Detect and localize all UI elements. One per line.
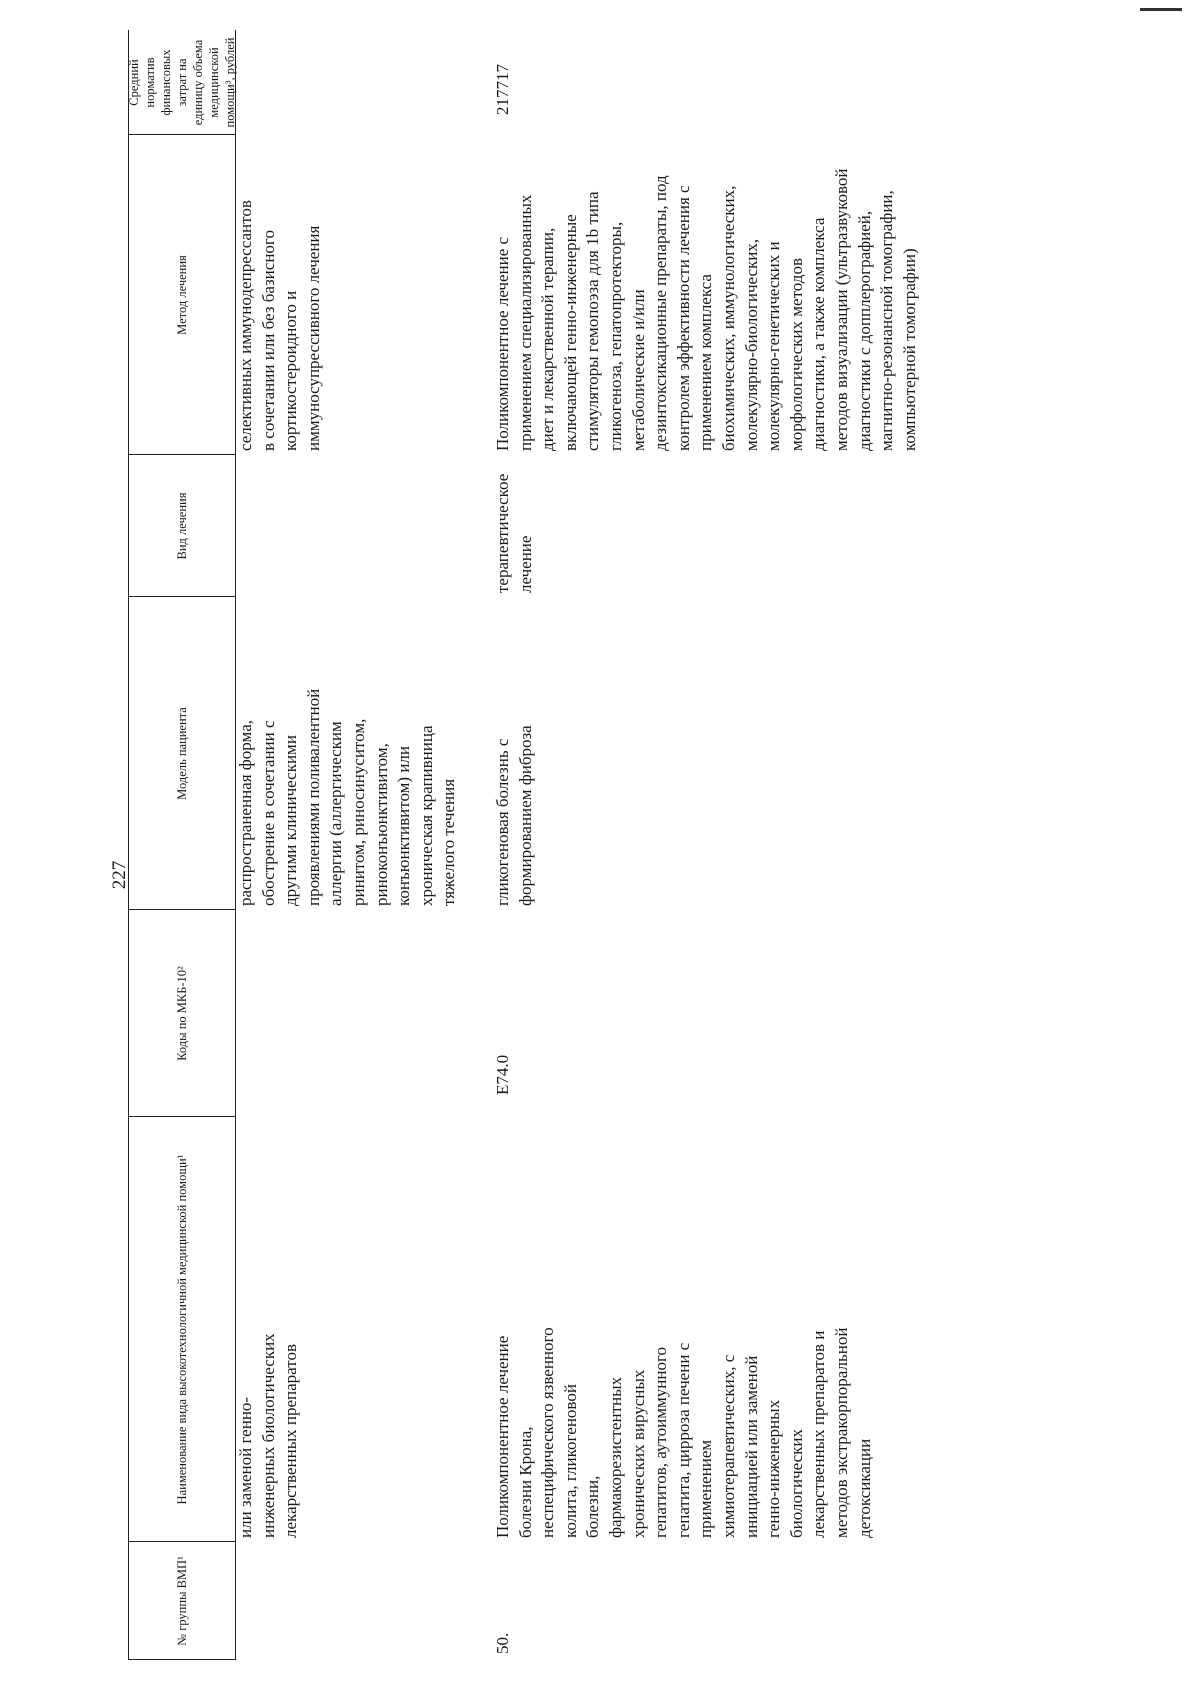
header-group-number: № группы ВМП¹ xyxy=(174,1556,189,1646)
header-patient-model: Модель пациента xyxy=(174,707,189,800)
row2-group-number: 50. xyxy=(493,1632,512,1654)
scan-edge-mark xyxy=(1140,8,1182,11)
row2-average-cost: 217717 xyxy=(493,64,512,115)
vmp-table xyxy=(120,30,1200,1670)
row1-patient-model: распространенная форма, обострение в сочетании с другими клиническими проявлениями поливалентной аллергии (аллергическим ринитом, риносинуситом, риноконъюнктивитом, конъюнктивитом) или хроническая крапивница тяжелого течения xyxy=(236,688,459,906)
header-icd-codes: Коды по МКБ-10² xyxy=(174,966,189,1061)
page-number: 227 xyxy=(109,860,130,890)
header-vmp-name: Наименование вида высокотехнологичной медицинской помощи¹ xyxy=(174,1154,189,1505)
row2-patient-model: гликогеновая болезнь с формированием фиброза xyxy=(493,725,535,906)
row2-treatment-type: терапевтическое лечение xyxy=(493,473,535,593)
row2-treatment-method: Поликомпонентное лечение с применением специализированных диет и лекарственной терапии, включающей генно-инженерные стимуляторы гемопоэза для 1b типа гликогеноза, гепатопротекторы, метаболические и/или дезинтоксикационные препараты, под контролем эффективности лечения с применением комплекса биохимических, иммунологических, молекулярно-биологических, молекулярно-генетических и морфологических методов диагностики, а также комплекса методов визуализации (ультразвуковой диагностики с допплерографией, магнитно-резонансной томографии, компьютерной томографии) xyxy=(493,168,919,451)
rotated-page-content xyxy=(120,30,1200,1670)
row1-vmp-name: или заменой генно- инженерных биологических лекарственных препаратов xyxy=(236,1333,301,1538)
header-treatment-type: Вид лечения xyxy=(174,492,189,560)
header-treatment-method: Метод лечения xyxy=(174,255,189,335)
header-average-cost: Средний норматив финансовых затрат на единицу объема медицинской помощи³, рублей xyxy=(126,37,237,128)
row2-vmp-name: Поликомпонентное лечение болезни Крона, неспецифического язвенного колита, гликогеновой болезни, фармакорезистентных хронических вирусных гепатитов, аутоиммунного гепатита, цирроза печени с применением химиотерапевтических, с инициацией или заменой генно-инженерных биологических лекарственных препаратов и методов экстракорпоральной детоксикации xyxy=(493,1327,874,1538)
row2-icd-codes: E74.0 xyxy=(493,1054,512,1095)
row1-treatment-method: селективных иммунодепрессантов в сочетании или без базисного кортикостероидного и иммуносупрессивного лечения xyxy=(236,200,323,451)
